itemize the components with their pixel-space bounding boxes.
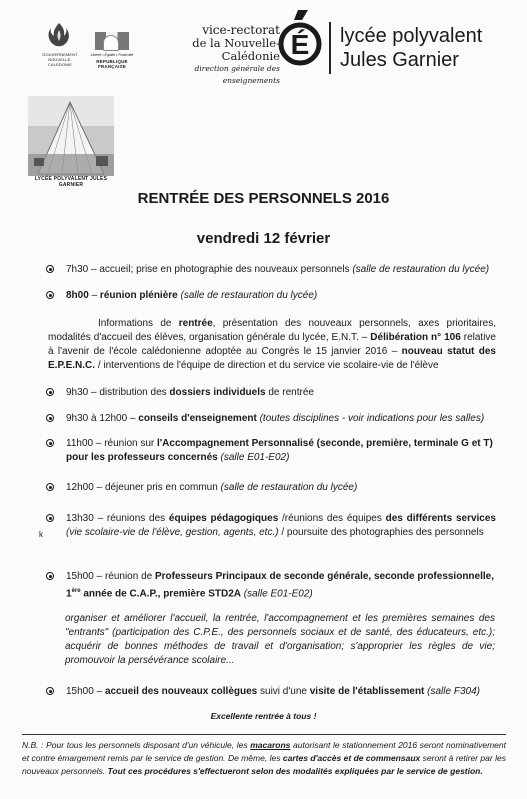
- school-name-line-2: Jules Garnier: [340, 49, 459, 71]
- info-text: relative à l'avenir de l'école calédonienne adoptée au Congrès le 15 janvier 2016 –: [48, 332, 496, 357]
- item-text: réunion de: [104, 571, 155, 582]
- province-emblem-icon: [46, 22, 72, 48]
- item-dash: –: [93, 571, 105, 582]
- item-label: réunion plénière: [99, 290, 178, 301]
- school-photo: [28, 96, 114, 188]
- bullet-icon: [46, 265, 54, 273]
- item-label: Professeurs Principaux de seconde générale, seconde professionnelle, 1: [66, 571, 494, 600]
- item-label: accueil: [99, 264, 131, 275]
- schedule-item: [48, 481, 496, 495]
- item-text: réunions des: [106, 513, 169, 524]
- e-letter: É: [290, 29, 310, 60]
- item-label: déjeuner pris en commun: [104, 482, 218, 493]
- item-place: (toutes disciplines - voir indications pour les salles): [256, 413, 485, 424]
- item-text: distribution des: [99, 387, 170, 398]
- info-bold: rentrée: [178, 318, 213, 329]
- republique-francaise-logo: [90, 30, 134, 70]
- item-place: (vie scolaire-vie de l'élève, gestion, agents, etc.): [66, 527, 279, 538]
- nb-text: seront à retirer par les nouveaux personnels.: [22, 753, 506, 776]
- bullet-icon: [46, 414, 54, 422]
- item-label: des différents services: [385, 513, 496, 524]
- item-dash: –: [88, 387, 100, 398]
- nb-note: [22, 734, 506, 778]
- item-dash: –: [127, 413, 139, 424]
- nb-bold: cartes d'accès et de commensaux: [282, 753, 421, 763]
- bullet-icon: [46, 439, 54, 447]
- photo-caption: LYCÉE POLYVALENT JULES GARNIER: [34, 176, 108, 188]
- rf-name: RÉPUBLIQUE FRANÇAISE: [96, 59, 128, 69]
- info-bold: nouveau statut des E.P.E.N.C.: [48, 346, 496, 371]
- item-label: accueil des nouveaux collègues: [104, 686, 258, 697]
- schedule-item: [48, 263, 496, 277]
- marianne-icon: [103, 35, 119, 51]
- item-time: 15h00: [66, 571, 94, 582]
- bullet-icon: [46, 291, 54, 299]
- item-dash: –: [88, 264, 100, 275]
- school-name-line-1: lycée polyvalent: [340, 25, 483, 47]
- bullet-icon: [46, 514, 54, 522]
- item-dash: –: [93, 438, 105, 449]
- pp-description: organiser et améliorer l'accueil, la rentrée, l'accompagnement et les premières semaines des "entrants" (participation des C.P.E., des personnels sociaux et de santé, des éducateurs, etc.); acquérir de bonnes méthodes de travail et d'organisation; s'approprier les règles de vie; promouvoir la persévérance scolaire...: [65, 613, 495, 666]
- item-place: (salle E01-E02): [217, 452, 290, 463]
- item-label: équipes pédagogiques: [168, 513, 279, 524]
- nb-bold: macarons: [250, 740, 291, 750]
- schedule-item: [48, 437, 496, 465]
- item-dash: –: [93, 482, 105, 493]
- bullet-icon: [46, 483, 54, 491]
- item-time: 9h30 à 12h00: [66, 413, 128, 424]
- nb-text: autorisant le stationnement 2016 seront nominativement et contre émargement remis par le service de gestion. De même, les: [22, 740, 506, 763]
- item-label: conseils d'enseignement: [138, 413, 257, 424]
- school-name: [340, 24, 482, 72]
- province-logo: [38, 22, 82, 70]
- vice-rectorat-block: [148, 24, 280, 87]
- item-time: 13h30: [66, 513, 94, 524]
- nb-text: N.B. : Pour tous les personnels disposant d'un véhicule, les: [22, 740, 251, 750]
- vice-rectorat-line-3: direction générale des enseignements: [194, 64, 280, 85]
- item-place: (salle E01-E02): [241, 588, 313, 600]
- info-text: , présentation des nouveaux personnels, axes prioritaires, modalités d'accueil des élèves, organisation générale du lycée, E.N.T. –: [48, 318, 496, 343]
- bullet-icon: [46, 687, 54, 695]
- item-place: (salle de restauration du lycée): [352, 264, 490, 275]
- info-text: / interventions de l'équipe de direction et du service vie scolaire-vie de l'élève: [95, 360, 439, 371]
- header-divider: [329, 22, 331, 74]
- item-label: année de C.A.P., première STD2A: [80, 588, 242, 600]
- item-time: 12h00: [66, 482, 94, 493]
- nb-bold: Tout ces procédures s'effectueront selon des modalités expliquées par le service de gestion.: [107, 766, 483, 776]
- rf-motto: Liberté • Égalité • Fraternité: [90, 53, 134, 57]
- item-time: 11h00: [66, 438, 94, 449]
- schedule-item: [48, 685, 496, 699]
- vice-rectorat-line-2: de la Nouvelle-Calédonie: [192, 36, 280, 63]
- page-title: RENTRÉE DES PERSONNELS 2016: [137, 190, 390, 207]
- vice-rectorat-line-1: vice-rectorat: [202, 23, 280, 37]
- item-text: ; prise en photographie des nouveaux personnels: [130, 264, 353, 275]
- schedule-item: [48, 512, 496, 540]
- info-text: Informations de: [98, 318, 179, 329]
- item-time: 9h30: [66, 387, 89, 398]
- bullet-icon: [46, 388, 54, 396]
- item-time: 8h00: [66, 290, 89, 301]
- plenary-description: [48, 317, 496, 373]
- bullet-icon: [46, 572, 54, 580]
- schedule-item: [48, 412, 496, 426]
- stray-mark: k: [39, 530, 43, 539]
- item-sup: ère: [71, 588, 81, 594]
- province-caption: GOUVERNEMENT NOUVELLE-CALEDONIE: [42, 52, 78, 67]
- item-dash: –: [88, 290, 100, 301]
- event-date: vendredi 12 février: [196, 230, 331, 247]
- education-e-logo: [278, 8, 322, 70]
- item-text: /réunions des équipes: [278, 513, 386, 524]
- item-dash: –: [93, 513, 107, 524]
- item-label: dossiers individuels: [169, 387, 266, 398]
- schedule-item: [48, 289, 496, 303]
- item-time: 7h30: [66, 264, 89, 275]
- item-text: de rentrée: [265, 387, 314, 398]
- item-text: / poursuite des photographies des personnels: [278, 527, 484, 538]
- closing-message: Excellente rentrée à tous !: [210, 711, 317, 721]
- item-place: (salle F304): [424, 686, 480, 697]
- schedule-item: [48, 386, 496, 400]
- item-label: l'Accompagnement Personnalisé (seconde, première, terminale G et T) pour les professeurs concernés: [66, 438, 493, 463]
- item-text: réunion sur: [104, 438, 158, 449]
- item-place: (salle de restauration du lycée): [177, 290, 318, 301]
- school-building-image: [28, 96, 114, 176]
- schedule-item: [48, 570, 496, 601]
- item-place: (salle de restauration du lycée): [217, 482, 358, 493]
- item-dash: –: [93, 686, 105, 697]
- item-text: suivi d'une: [257, 686, 310, 697]
- item-label: visite de l'établissement: [309, 686, 425, 697]
- item-time: 15h00: [66, 686, 94, 697]
- info-bold: Délibération n° 106: [370, 332, 461, 343]
